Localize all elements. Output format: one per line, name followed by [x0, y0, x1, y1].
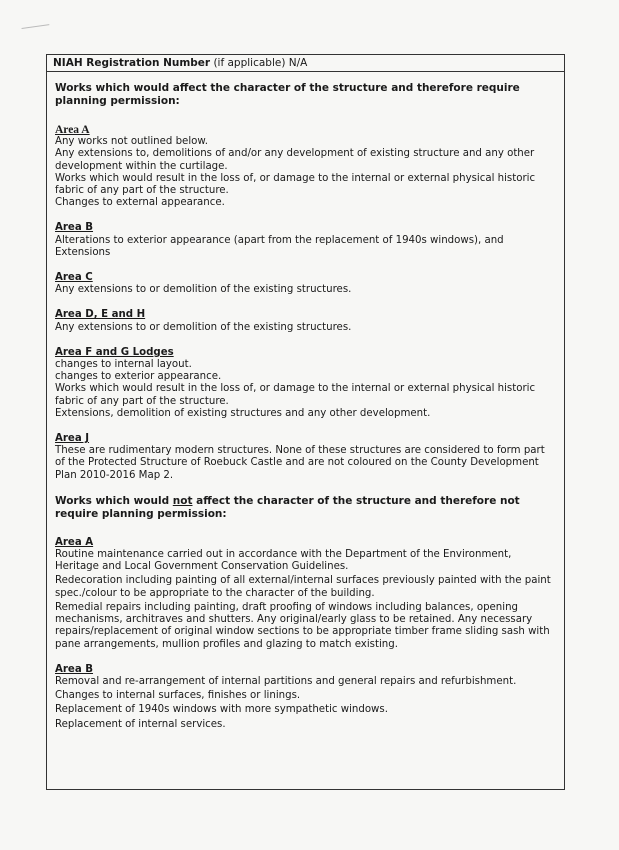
area-line: Changes to internal surfaces, finishes or linings. — [55, 690, 301, 702]
heading-part: Works which would — [55, 494, 170, 507]
area-line: changes to internal layout. — [55, 359, 192, 371]
registration-row — [47, 55, 564, 72]
area-line: Extensions, demolition of existing structures and any other development. — [55, 407, 431, 419]
require-area-fg — [55, 347, 555, 420]
require-area-deh — [55, 309, 555, 333]
require-area-j — [55, 433, 555, 482]
require-area-c — [55, 272, 555, 296]
area-line: Replacement of internal services. — [55, 718, 226, 730]
area-line: Changes to external appearance. — [55, 197, 225, 209]
section-not-require-heading — [55, 495, 555, 521]
area-title: Area F and G Lodges — [55, 346, 174, 358]
area-line: Any works not outlined below. — [55, 136, 209, 148]
area-title: Area D, E and H — [55, 309, 146, 321]
area-title: Area C — [55, 272, 93, 284]
area-line: changes to exterior appearance. — [55, 371, 222, 383]
area-line: These are rudimentary modern structures. None of these structures are considered to form part of the Protected Structure of Roebuck Castle and are not coloured on the County Development Plan 2010-2016 Map 2. — [55, 445, 545, 481]
area-line: Works which would result in the loss of, or damage to the internal or external physical historic fabric of any part of the structure. — [55, 383, 536, 407]
area-line: Any extensions to or demolition of the existing structures. — [55, 321, 352, 333]
area-line: Redecoration including painting of all external/internal surfaces previously painted with the paint spec./colour to be appropriate to the character of the building. — [55, 575, 551, 599]
content — [47, 72, 564, 731]
area-line: Any extensions to or demolition of the existing structures. — [55, 284, 352, 296]
area-line: Alterations to exterior appearance (apart from the replacement of 1940s windows), and Extensions — [55, 234, 504, 258]
area-title: Area A — [55, 124, 90, 136]
registration-value: (if applicable) N/A — [213, 57, 308, 69]
section-require-heading: Works which would affect the character of the structure and therefore require planning permission: — [55, 82, 520, 107]
heading-part: affect the character of the structure and therefore not require planning permission: — [55, 494, 520, 520]
area-line: Routine maintenance carried out in accordance with the Department of the Environment, Heritage and Local Government Conservation Guidelines. — [55, 549, 512, 573]
area-line: Remedial repairs including painting, draft proofing of windows including balances, opening mechanisms, architraves and shutters. Any original/early glass to be retained. Any necessary repairs/replacement of original window sections to be appropriate timber frame sliding sash with pane arrangements, mullion profiles and glazing to match existing. — [55, 601, 550, 650]
document-frame — [46, 54, 565, 790]
require-area-b — [55, 222, 555, 259]
registration-label: NIAH Registration Number — [53, 57, 211, 69]
not-require-area-a — [55, 537, 555, 651]
area-title: Area B — [55, 663, 94, 675]
area-line: Any extensions to, demolitions of and/or any development of existing structure and any other development within the curtilage. — [55, 148, 535, 172]
area-line: Removal and re-arrangement of internal partitions and general repairs and refurbishment. — [55, 675, 517, 687]
require-area-a — [55, 124, 555, 209]
area-line: Replacement of 1940s windows with more sympathetic windows. — [55, 704, 388, 716]
not-require-area-b — [55, 664, 555, 731]
scan-mark — [22, 24, 51, 37]
heading-not: not — [172, 494, 193, 507]
area-title: Area B — [55, 222, 94, 234]
area-title: Area J — [55, 433, 90, 445]
area-title: Area A — [55, 536, 94, 548]
area-line: Works which would result in the loss of, or damage to the internal or external physical historic fabric of any part of the structure. — [55, 172, 536, 197]
